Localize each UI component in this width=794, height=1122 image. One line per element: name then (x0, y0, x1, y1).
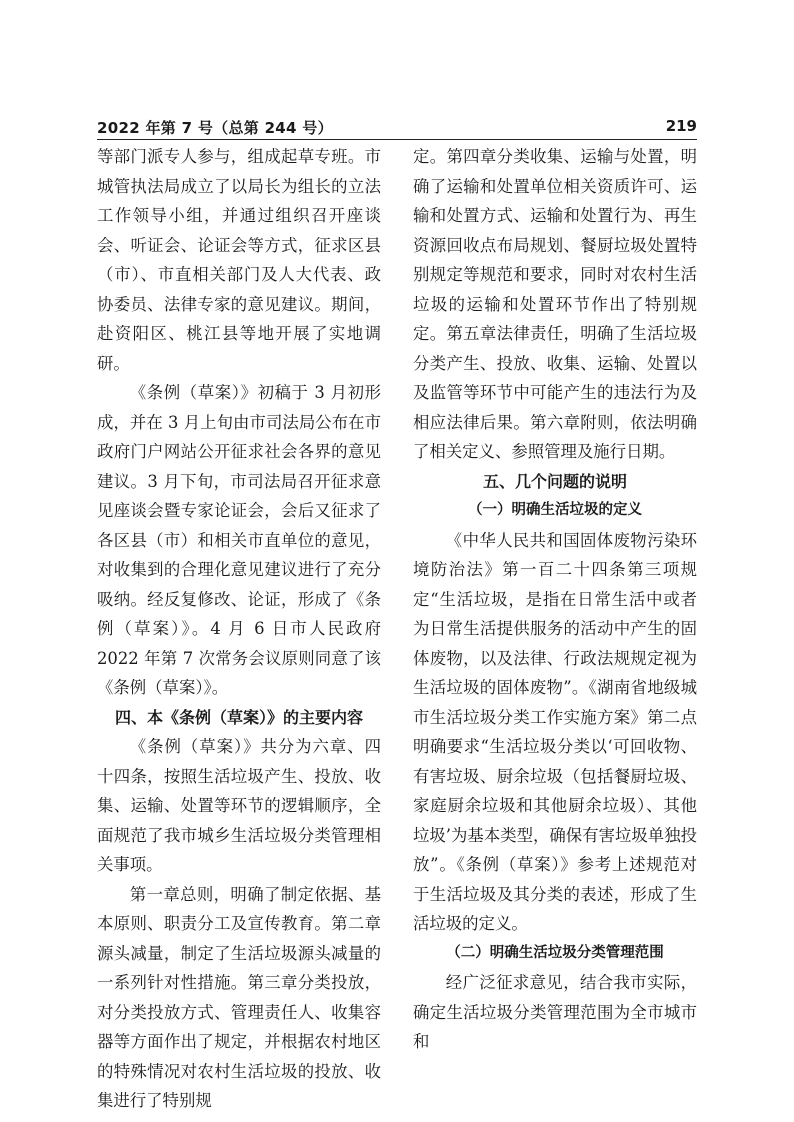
paragraph: 《中华人民共和国固体废物污染环境防治法》第一百二十四条第三项规定“生活垃圾，是指在日常生活中或者为日常生活提供服务的活动中产生的固体废物，以及法律、行政法规规定视为生活垃圾的固体废物”。《湖南省地级城市生活垃圾分类工作实施方案》第二点明确要求“生活垃圾分类以‘可回收物、有害垃圾、厨余垃圾（包括餐厨垃圾、家庭厨余垃圾和其他厨余垃圾）、其他垃圾’为基本类型，确保有害垃圾单独投放”。《条例（草案）》参考上述规范对于生活垃圾及其分类的表述，形成了生活垃圾的定义。 (413, 530, 697, 933)
paragraph: 定。第四章分类收集、运输与处置，明确了运输和处置单位相关资质许可、运输和处置方式、运输和处置行为、再生资源回收点布局规划、餐厨垃圾处置特别规定等规范和要求，同时对农村生活垃圾的运输和处置环节作出了特别规定。第五章法律责任，明确了生活垃圾分类产生、投放、收集、运输、处置以及监管等环节中可能产生的违法行为及相应法律后果。第六章附则，依法明确了相关定义、参照管理及施行日期。 (413, 147, 697, 461)
issue-label: 2022 年第 7 号（总第 244 号） (97, 119, 333, 137)
paragraph: 经广泛征求意见，结合我市实际，确定生活垃圾分类管理范围为全市城市和 (413, 973, 697, 1051)
paragraph: 《条例（草案）》共分为六章、四十四条，按照生活垃圾产生、投放、收集、运输、处置等环节的逻辑顺序，全面规范了我市城乡生活垃圾分类管理相关事项。 (97, 737, 381, 874)
subsection-heading: （二）明确生活垃圾分类管理范围 (446, 944, 664, 961)
header-rule (97, 139, 697, 140)
left-column (97, 142, 381, 1116)
paragraph: 《条例（草案）》初稿于 3 月初形成，并在 3 月上旬由市司法局公布在市政府门户网站公开征求社会各界的意见建议。3 月下旬，市司法局召开征求意见座谈会暨专家论证会，会后又征求了各区县（市）和相关市直单位的意见，对收集到的合理化意见建议进行了充分吸纳。经反复修改、论证，形成了《条例（草案）》。4 月 6 日市人民政府 2022 年第 7 次常务会议原则同意了该《条例（草案）》。 (97, 383, 381, 697)
right-column (413, 142, 697, 1057)
paragraph: 第一章总则，明确了制定依据、基本原则、职责分工及宣传教育。第二章源头减量，制定了生活垃圾源头减量的一系列针对性措施。第三章分类投放，对分类投放方式、管理责任人、收集容器等方面作出了规定，并根据农村地区的特殊情况对农村生活垃圾的投放、收集进行了特别规 (97, 884, 381, 1110)
section-heading: 四、本《条例（草案）》的主要内容 (114, 707, 363, 727)
page-header (97, 113, 697, 141)
page-number: 219 (665, 117, 697, 135)
section-heading: 五、几个问题的说明 (482, 471, 627, 491)
paragraph: 等部门派专人参与，组成起草专班。市城管执法局成立了以局长为组长的立法工作领导小组，并通过组织召开座谈会、听证会、论证会等方式，征求区县（市）、市直相关部门及人大代表、政协委员、法律专家的意见建议。期间，赴资阳区、桃江县等地开展了实地调研。 (97, 147, 381, 373)
subsection-heading: （一）明确生活垃圾的定义 (468, 502, 642, 518)
